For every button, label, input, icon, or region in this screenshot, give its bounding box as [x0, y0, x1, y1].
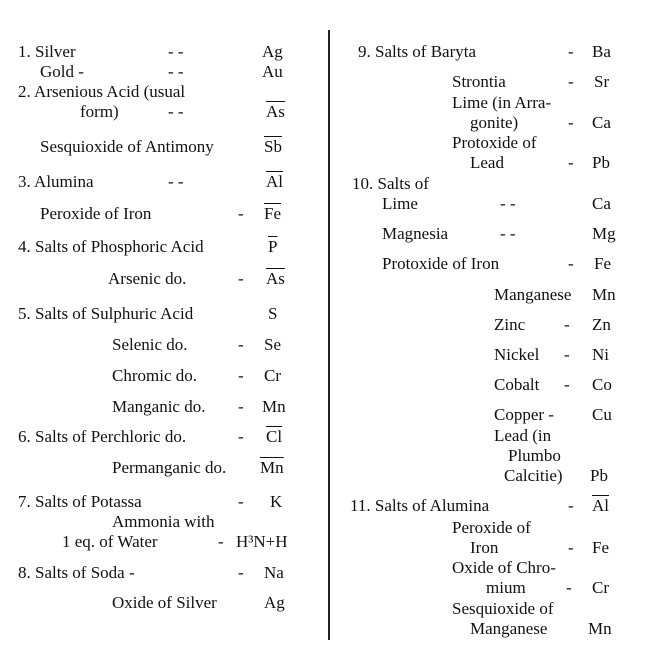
entry-label: Copper -: [494, 405, 554, 424]
entry-dashes: - -: [168, 42, 184, 61]
entry-label: 8. Salts of Soda -: [18, 563, 135, 582]
entry-dashes: -: [566, 578, 572, 597]
entry-dashes: -: [568, 538, 574, 557]
entry-dashes: -: [568, 496, 574, 515]
entry-label: Protoxide of Iron: [382, 254, 500, 273]
entry-label: Peroxide of Iron: [40, 204, 152, 223]
entry-label: Oxide of Chro-: [452, 558, 556, 577]
entry-label: 9. Salts of Baryta: [358, 42, 477, 61]
entry-label: 7. Salts of Potassa: [18, 492, 142, 511]
entry-label: Arsenic do.: [108, 269, 187, 288]
entry-label: Strontia: [452, 72, 506, 91]
entry-label: Sesquioxide of: [452, 599, 554, 618]
entry-formula: H³N+H: [236, 532, 288, 551]
entry-label: 6. Salts of Perchloric do.: [18, 427, 187, 446]
entry-dashes: -: [568, 153, 574, 172]
entry-formula: Co: [592, 375, 612, 394]
entry-label: Oxide of Silver: [112, 593, 217, 612]
entry-label: Selenic do.: [112, 335, 188, 354]
entry-label: Manganese: [494, 285, 572, 304]
entry-formula: $\overline{P}$: [268, 237, 278, 256]
column-divider: [328, 30, 330, 640]
entry-label: Gold -: [40, 62, 84, 81]
entry-formula: Mg: [592, 224, 616, 243]
entry-label: 1. Silver: [18, 42, 76, 61]
entry-formula: Sr: [594, 72, 610, 91]
entry-formula: $\overline{As}$: [266, 102, 285, 121]
entry-dashes: -: [238, 563, 244, 582]
entry-formula: Ag: [264, 593, 285, 612]
entry-formula: Cr: [592, 578, 609, 597]
entry-label: mium: [486, 578, 526, 597]
entry-label: Cobalt: [494, 375, 540, 394]
entry-label: Plumbo: [508, 446, 561, 465]
entry-label: 3. Alumina: [18, 172, 94, 191]
entry-formula: K: [270, 492, 283, 511]
entry-formula: Cu: [592, 405, 612, 424]
entry-label: Ammonia with: [112, 512, 215, 531]
entry-label: Nickel: [494, 345, 540, 364]
entry-formula: $\overline{Mn}$: [260, 458, 284, 477]
entry-formula: Mn: [588, 619, 612, 638]
entry-dashes: -: [564, 315, 570, 334]
entry-formula: Pb: [590, 466, 608, 485]
entry-dashes: -: [238, 427, 244, 446]
entry-label: 4. Salts of Phosphoric Acid: [18, 237, 204, 256]
entry-label: Peroxide of: [452, 518, 531, 537]
entry-label: form): [80, 102, 119, 121]
entry-dashes: -: [568, 113, 574, 132]
entry-label: 5. Salts of Sulphuric Acid: [18, 304, 194, 323]
entry-formula: Cr: [264, 366, 281, 385]
entry-dashes: -: [218, 532, 224, 551]
entry-formula: Ca: [592, 113, 611, 132]
entry-dashes: -: [238, 204, 244, 223]
entry-label: Lime (in Arra-: [452, 93, 552, 112]
entry-label: Lead (in: [494, 426, 552, 445]
entry-formula: Ba: [592, 42, 611, 61]
entry-dashes: - -: [500, 224, 516, 243]
entry-formula: Fe: [594, 254, 611, 273]
entry-formula: Ag: [262, 42, 283, 61]
entry-label: Lime: [382, 194, 418, 213]
entry-label: Manganic do.: [112, 397, 206, 416]
entry-dashes: - -: [168, 102, 184, 121]
entry-label: Calcitie): [504, 466, 563, 485]
entry-label: 2. Arsenious Acid (usual: [18, 82, 186, 101]
entry-formula: Ca: [592, 194, 611, 213]
entry-formula: Se: [264, 335, 281, 354]
entry-label: Lead: [470, 153, 504, 172]
entry-dashes: -: [238, 335, 244, 354]
entry-label: Iron: [470, 538, 499, 557]
entry-formula: $\overline{Al}$: [266, 172, 283, 191]
entry-formula: $\overline{Sb}$: [264, 137, 282, 156]
entry-label: 1 eq. of Water: [62, 532, 158, 551]
entry-formula: S: [268, 304, 278, 323]
entry-formula: Na: [264, 563, 284, 582]
entry-label: Zinc: [494, 315, 526, 334]
entry-dashes: -: [238, 269, 244, 288]
entry-label: Chromic do.: [112, 366, 197, 385]
entry-dashes: -: [568, 254, 574, 273]
entry-dashes: -: [238, 397, 244, 416]
entry-dashes: - -: [500, 194, 516, 213]
entry-dashes: -: [238, 366, 244, 385]
entry-label: Sesquioxide of Antimony: [40, 137, 214, 156]
entry-formula: $\overline{Al}$: [592, 496, 609, 515]
entry-dashes: -: [238, 492, 244, 511]
entry-formula: Mn: [262, 397, 286, 416]
entry-dashes: - -: [168, 62, 184, 81]
entry-dashes: -: [564, 375, 570, 394]
entry-label: Permanganic do.: [112, 458, 227, 477]
entry-formula: Pb: [592, 153, 610, 172]
entry-label: Manganese: [470, 619, 548, 638]
entry-label: 10. Salts of: [352, 174, 429, 193]
entry-formula: $\overline{Cl}$: [266, 427, 283, 446]
entry-formula: Zn: [592, 315, 611, 334]
entry-dashes: -: [568, 42, 574, 61]
entry-label: gonite): [470, 113, 519, 132]
entry-formula: $\overline{Fe}$: [264, 204, 281, 223]
entry-formula: $\overline{As}$: [266, 269, 285, 288]
entry-formula: Fe: [592, 538, 609, 557]
entry-dashes: - -: [168, 172, 184, 191]
entry-dashes: -: [568, 72, 574, 91]
entry-formula: Ni: [592, 345, 609, 364]
entry-formula: Au: [262, 62, 283, 81]
entry-dashes: -: [564, 345, 570, 364]
entry-formula: Mn: [592, 285, 616, 304]
entry-label: Magnesia: [382, 224, 449, 243]
entry-label: Protoxide of: [452, 133, 537, 152]
entry-label: 11. Salts of Alumina: [350, 496, 490, 515]
